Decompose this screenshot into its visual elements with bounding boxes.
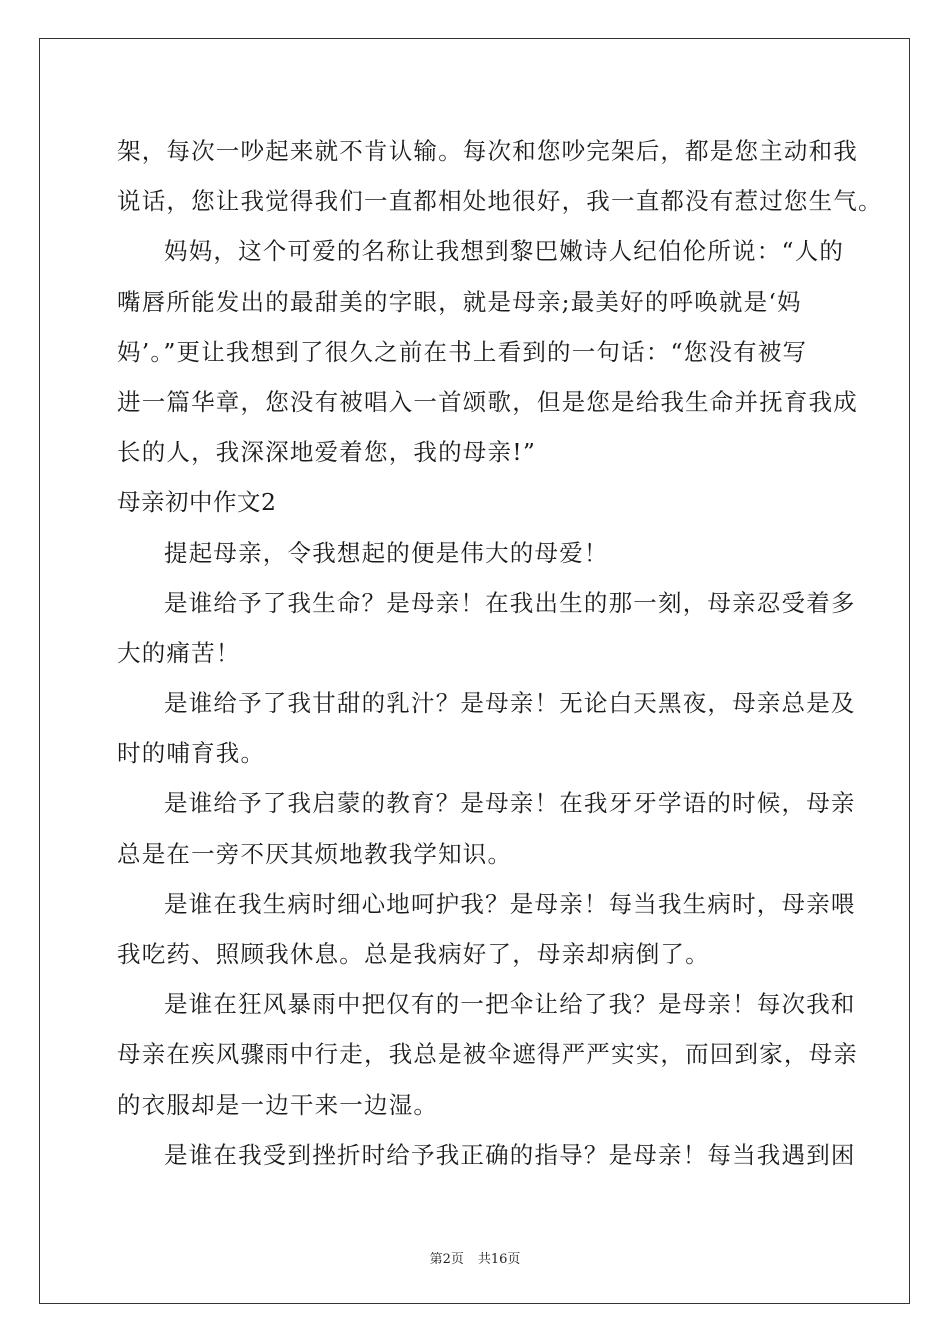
page-footer: [0, 1248, 950, 1267]
text-line: 时的哺育我。: [117, 739, 266, 768]
page-number: 第2页: [429, 1252, 464, 1267]
text-line: 是谁在狂风暴雨中把仅有的一把伞让给了我？是母亲！每次我和: [164, 990, 856, 1019]
text-line: 的衣服却是一边干来一边湿。: [117, 1090, 439, 1119]
text-line: 是谁给予了我甘甜的乳汁？是母亲！无论白天黑夜，母亲总是及: [164, 689, 856, 718]
document-body: [117, 126, 883, 1180]
text-line: 妈妈，这个可爱的名称让我想到黎巴嫩诗人纪伯伦所说：“人的: [164, 237, 845, 266]
text-line: 说话，您让我觉得我们一直都相处地很好，我一直都没有惹过您生气。: [117, 187, 883, 216]
text-line: 是谁给予了我启蒙的教育？是母亲！在我牙牙学语的时候，母亲: [164, 789, 856, 818]
text-line: 是谁在我受到挫折时给予我正确的指导？是母亲！每当我遇到困: [164, 1140, 856, 1169]
text-line: 母亲在疾风骤雨中行走，我总是被伞遮得严严实实，而回到家，母亲: [117, 1040, 858, 1069]
text-line: 总是在一旁不厌其烦地教我学知识。: [117, 839, 513, 868]
text-line: 我吃药、照顾我休息。总是我病好了，母亲却病倒了。: [117, 940, 710, 968]
text-line: 是谁在我生病时细心地呵护我？是母亲！每当我生病时，母亲喂: [164, 889, 856, 918]
section-heading: 母亲初中作文2: [117, 488, 277, 517]
text-line: 是谁给予了我生命？是母亲！在我出生的那一刻，母亲忍受着多: [164, 588, 856, 617]
text-line: 提起母亲，令我想起的便是伟大的母爱！: [164, 538, 609, 567]
text-line: 妈’。”更让我想到了很久之前在书上看到的一句话：“您没有被写: [117, 337, 808, 366]
text-line: 大的痛苦！: [117, 638, 241, 667]
text-line: 架，每次一吵起来就不肯认输。每次和您吵完架后，都是您主动和我: [117, 137, 858, 165]
text-line: 嘴唇所能发出的最甜美的字眼，就是母亲;最美好的呼唤就是‘妈: [117, 287, 802, 316]
page-total: 共16页: [477, 1252, 521, 1267]
text-line: 进一篇华章，您没有被唱入一首颂歌，但是您是给我生命并抚育我成: [117, 387, 858, 416]
text-line: 长的人，我深深地爱着您，我的母亲!”: [117, 438, 537, 467]
